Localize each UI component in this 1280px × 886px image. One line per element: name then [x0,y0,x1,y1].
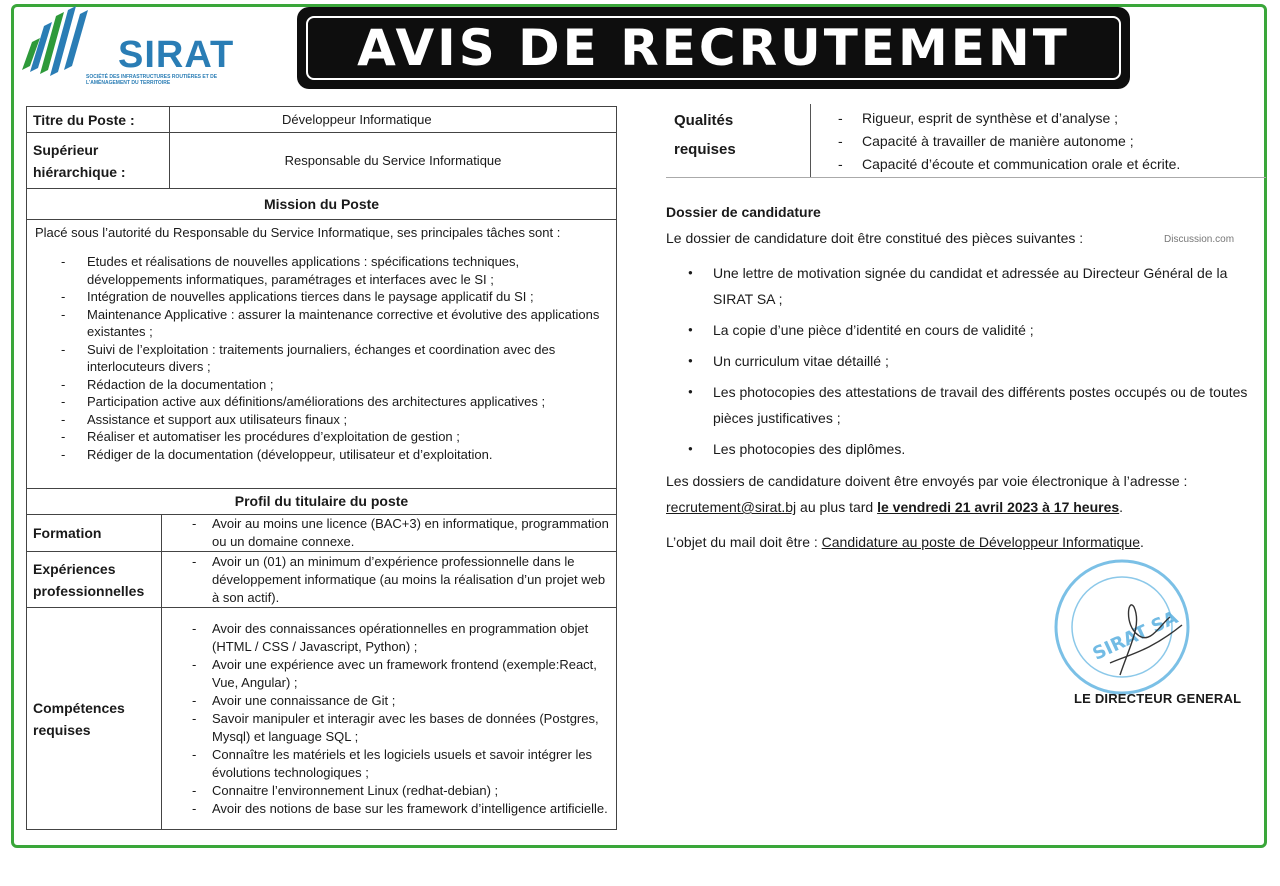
list-item: - Maintenance Applicative : assurer la maintenance corrective et évolutive des applications existantes ; [55,306,608,341]
list-item: - Intégration de nouvelles applications tierces dans le paysage applicatif du SI ; [55,288,608,306]
company-stamp-icon [1050,555,1200,705]
deadline-suffix: . [1119,499,1124,515]
experience-value [162,552,617,608]
list-item: - Rédaction de la documentation ; [55,376,608,394]
list-item: - Avoir des connaissances opérationnelles en programmation objet (HTML / CSS / Javascript, Python) ; [166,620,612,656]
list-item: - Capacité d’écoute et communication orale et écrite. [812,153,1265,176]
send-text: Les dossiers de candidature doivent être envoyés par voie électronique à l’adresse : [666,473,1188,489]
experience-label-line2: professionnelles [33,582,145,599]
formation-label: Formation [27,515,162,552]
list-item: - Etudes et réalisations de nouvelles applications : spécifications techniques, développements informatiques, paramétrages et interfaces avec le SI ; [55,253,608,288]
objet-suffix: . [1139,534,1144,550]
mission-tasks [35,253,608,463]
dossier-heading: Dossier de candidature [666,204,821,220]
objet-value: Candidature au poste de Développeur Informatique [821,534,1140,550]
list-item: - Rigueur, esprit de synthèse et d’analyse ; [812,107,1265,130]
list-item: ● Les photocopies des attestations de travail des différents postes occupés ou de toutes pièces justificatives ; [666,379,1266,431]
send-instructions [666,468,1266,520]
list-item: - Assistance et support aux utilisateurs finaux ; [55,411,608,429]
list-item: - Avoir une expérience avec un framework frontend (exemple:React, Vue, Angular) ; [166,656,612,692]
objet-prefix: L’objet du mail doit être : [666,534,818,550]
competences-value [162,608,617,830]
list-item: - Capacité à travailler de manière autonome ; [812,130,1265,153]
competences-label-line2: requises [33,721,91,738]
list-item: - Rédiger de la documentation (développeur, utilisateur et d’exploitation. [55,446,608,464]
watermark-text: Discussion.com [1164,234,1235,245]
mission-intro: Placé sous l’autorité du Responsable du Service Informatique, ses principales tâches sont : [35,225,561,240]
dossier-intro: Le dossier de candidature doit être constitué des pièces suivantes : [666,230,1084,246]
list-item: - Connaitre l’environnement Linux (redhat-debian) ; [166,782,612,800]
superior-value: Responsable du Service Informatique [170,133,617,189]
job-title-label: Titre du Poste : [27,107,170,133]
experience-label [27,552,162,608]
mission-heading: Mission du Poste [27,189,617,220]
divider [666,177,1266,178]
formation-value [162,515,617,552]
qualites-label-line2: requises [674,141,736,158]
job-title-value: Développeur Informatique [170,107,617,133]
mail-subject [666,534,1266,550]
director-signature: LE DIRECTEUR GENERAL [1074,691,1242,706]
superior-label-line2: hiérarchique : [33,163,126,180]
list-item: ● La copie d’une pièce d’identité en cours de validité ; [666,317,1266,343]
qualites-label-line1: Qualités [674,112,734,129]
brand-name: SIRAT [118,34,235,76]
list-item: - Participation active aux définitions/améliorations des architectures applicatives ; [55,393,608,411]
experience-label-line1: Expériences [33,560,116,577]
list-item: - Avoir des notions de base sur les framework d’intelligence artificielle. [166,800,612,818]
list-item: - Savoir manipuler et interagir avec les bases de données (Postgres, Mysql) et language SQL ; [166,710,612,746]
profil-table [26,514,617,830]
profil-heading: Profil du titulaire du poste [26,488,617,514]
competences-label [27,608,162,830]
brand-subtitle: SOCIÉTÉ DES INFRASTRUCTURES ROUTIÈRES ET DE L'AMÉNAGEMENT DU TERRITOIRE [86,74,218,86]
title-banner [297,7,1130,89]
dossier-pieces [666,260,1266,462]
list-item: - Avoir une connaissance de Git ; [166,692,612,710]
list-item: - Connaître les matériels et les logiciels usuels et savoir intégrer les évolutions technologiques ; [166,746,612,782]
logo-stripes-icon [22,6,102,78]
list-item: - Avoir au moins une licence (BAC+3) en informatique, programmation ou un domaine connexe. [166,515,612,551]
list-item: - Réaliser et automatiser les procédures d’exploitation de gestion ; [55,428,608,446]
list-item: - Avoir un (01) an minimum d’expérience professionnelle dans le développement informatique (au moins la réalisation d’un projet web à son actif). [166,553,612,607]
right-column [666,104,1266,550]
sirat-logo [22,6,235,92]
list-item: ● Un curriculum vitae détaillé ; [666,348,1266,374]
deadline: le vendredi 21 avril 2023 à 17 heures [877,499,1120,515]
email-link[interactable]: recrutement@sirat.bj [666,499,797,515]
qualites-table [666,104,1266,177]
left-column [26,106,617,830]
superior-label [27,133,170,189]
deadline-prefix: au plus tard [800,499,874,515]
svg-text:SIRAT SA: SIRAT SA [1089,607,1182,665]
qualites-label [666,104,811,177]
competences-label-line1: Compétences [33,699,125,716]
page-title: AVIS DE RECRUTEMENT [306,16,1121,80]
superior-label-line1: Supérieur [33,141,99,158]
job-info-table [26,106,617,220]
list-item: - Suivi de l’exploitation : traitements journaliers, échanges et coordination avec des interlocuteurs divers ; [55,341,608,376]
list-item: ● Une lettre de motivation signée du candidat et adressée au Directeur Général de la SIRAT SA ; [666,260,1266,312]
list-item: ● Les photocopies des diplômes. [666,436,1266,462]
mission-section [26,220,617,488]
qualites-value [811,104,1267,177]
